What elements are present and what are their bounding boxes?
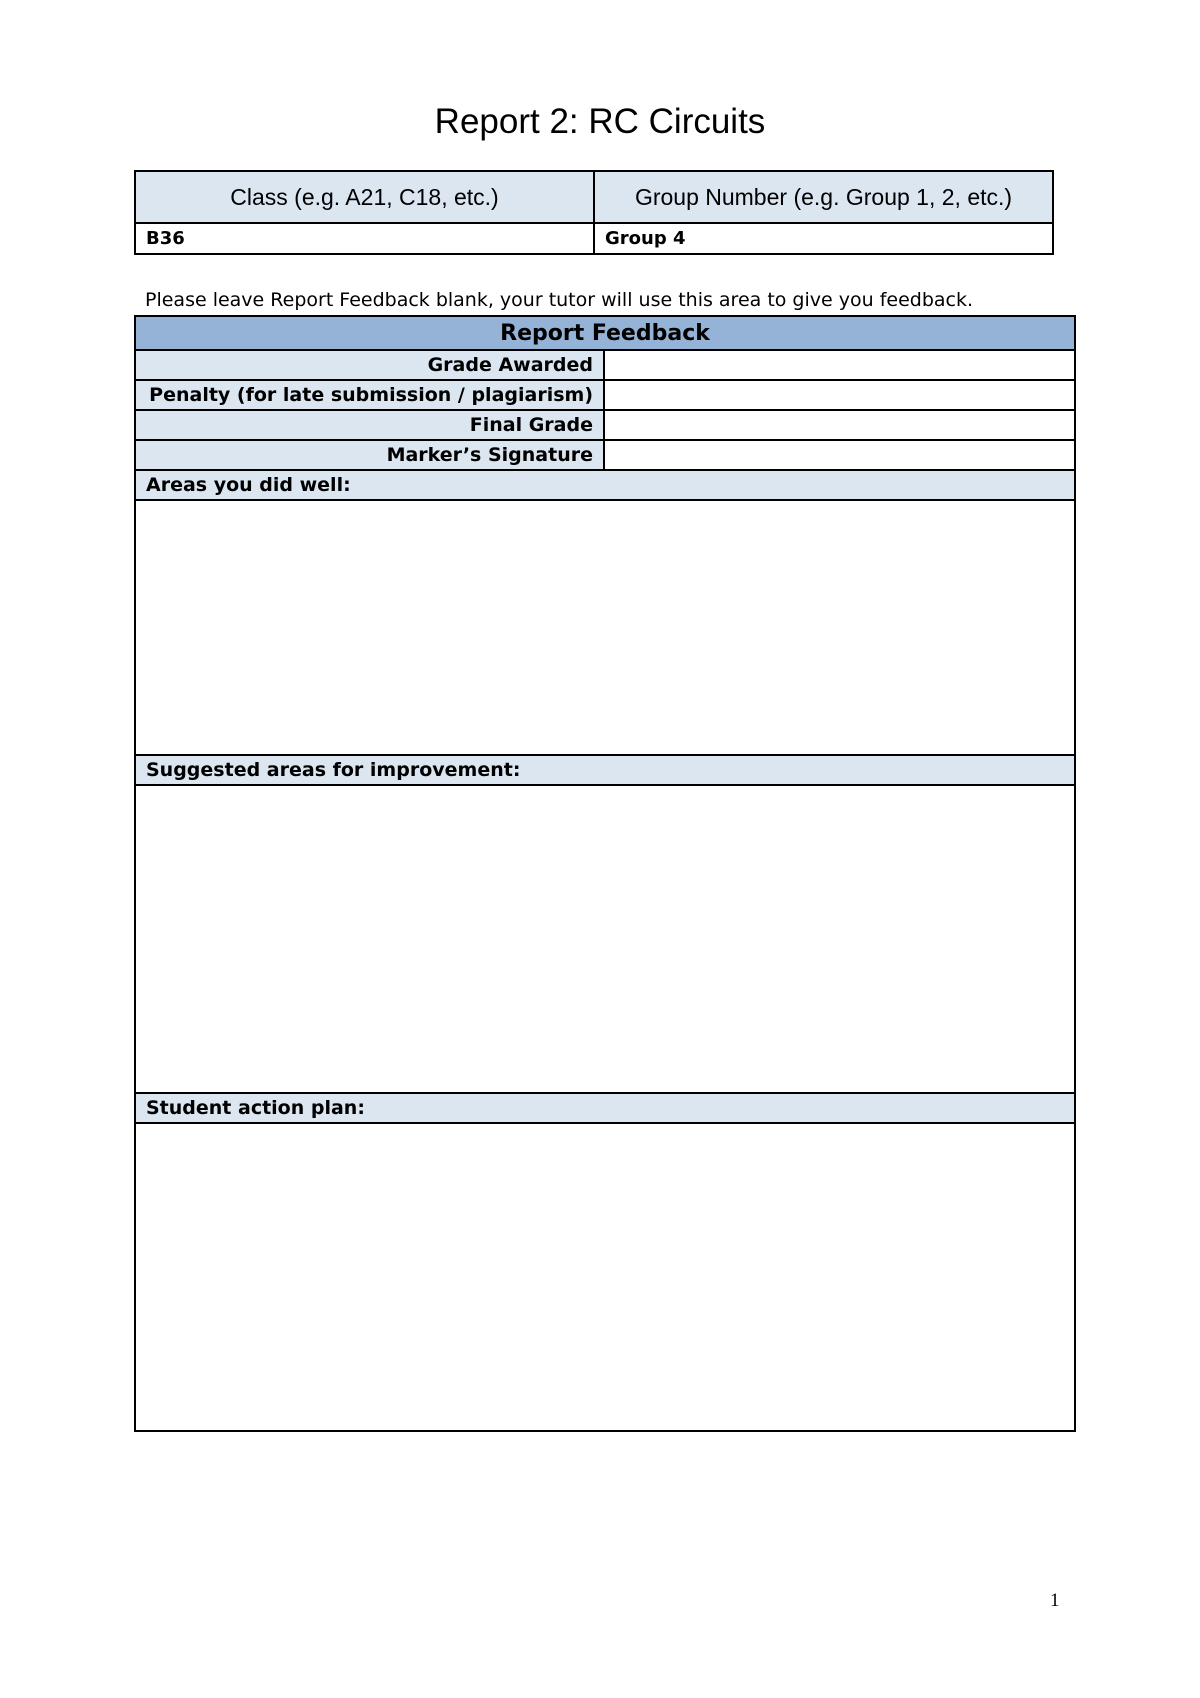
page-number: 1	[1050, 1590, 1060, 1611]
grade-awarded-label: Grade Awarded	[135, 350, 604, 380]
areas-did-well-area[interactable]	[135, 500, 1075, 755]
group-number-header: Group Number (e.g. Group 1, 2, etc.)	[594, 171, 1053, 223]
feedback-row-grade-awarded	[135, 350, 1075, 380]
marker-signature-label: Marker’s Signature	[135, 440, 604, 470]
grade-awarded-field[interactable]	[604, 350, 1075, 380]
student-action-plan-label: Student action plan:	[135, 1093, 1075, 1123]
info-value-row	[135, 223, 1053, 254]
penalty-label: Penalty (for late submission / plagiarism)	[135, 380, 604, 410]
class-group-table	[134, 170, 1054, 255]
improvement-areas-label: Suggested areas for improvement:	[135, 755, 1075, 785]
final-grade-label: Final Grade	[135, 410, 604, 440]
feedback-row-marker-signature	[135, 440, 1075, 470]
group-number-value[interactable]: Group 4	[594, 223, 1053, 254]
report-feedback-heading: Report Feedback	[135, 316, 1075, 350]
class-header: Class (e.g. A21, C18, etc.)	[135, 171, 594, 223]
penalty-field[interactable]	[604, 380, 1075, 410]
marker-signature-field[interactable]	[604, 440, 1075, 470]
page-title: Report 2: RC Circuits	[434, 102, 766, 141]
info-header-row	[135, 171, 1053, 223]
report-feedback-table	[134, 315, 1076, 1432]
feedback-row-penalty	[135, 380, 1075, 410]
feedback-row-final-grade	[135, 410, 1075, 440]
improvement-areas-area[interactable]	[135, 785, 1075, 1093]
student-action-plan-area[interactable]	[135, 1123, 1075, 1431]
class-value[interactable]: B36	[135, 223, 594, 254]
areas-did-well-label: Areas you did well:	[135, 470, 1075, 500]
final-grade-field[interactable]	[604, 410, 1075, 440]
feedback-instruction-note: Please leave Report Feedback blank, your tutor will use this area to give you feedback.	[145, 289, 974, 311]
